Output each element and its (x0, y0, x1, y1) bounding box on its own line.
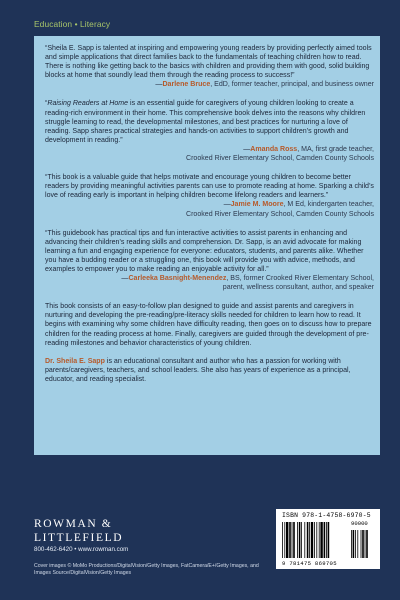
barcode-addon-bar (361, 530, 362, 558)
barcode-bar (328, 522, 330, 558)
endorser-name: Darlene Bruce (162, 81, 211, 89)
barcode-bar (284, 522, 285, 558)
endorsement-text: “Sheila E. Sapp is talented at inspiring and empowering young readers by providing perfectly aimed tools and simple applications that direct families back to the fundamentals of teaching children how to read. There is nothing like getting back to the basics with children and providing them with good, solid building blocks at home that soundly lead them through the reading process to success!” (45, 45, 372, 80)
author-bio (45, 357, 374, 384)
author-name: Dr. Sheila E. Sapp (45, 357, 105, 365)
barcode-addon-bar (353, 530, 355, 558)
endorser-details: , EdD, former teacher, principal, and business owner (210, 81, 374, 89)
barcode-bar (299, 522, 301, 558)
endorser-school: Crooked River Elementary School, Camden County Schools (185, 210, 374, 218)
endorser-name: Carleeka Basnight-Menendez (128, 275, 227, 283)
barcode-bar (292, 522, 293, 558)
barcode-bar (324, 522, 326, 558)
category-label: Education • Literacy (34, 19, 111, 29)
publisher-line-1: ROWMAN & (34, 518, 113, 530)
endorser-name: Jamie M. Moore (230, 201, 284, 209)
barcode-bar (304, 522, 305, 558)
book-title: Raising Readers at Home (47, 100, 129, 108)
barcode-bar (297, 522, 298, 558)
endorsement-attribution: —Jamie M. Moore, M Ed, kindergarten teacher, Crooked River Elementary School, Camden County Schools (185, 201, 374, 218)
barcode-addon-bar (355, 530, 356, 558)
barcode-bar (286, 522, 288, 558)
endorsement-2 (45, 99, 374, 163)
endorsement-text-body: is an essential guide for caregivers of young children looking to create a reading-rich environment in their home. This comprehensive book delves into the reasons why children struggle learning to read, the developmental milestones, and best practices for nurturing a love of reading. Sapp shares practical strategies and hands-on activities to support children’s growth and development in reading.” (45, 100, 366, 144)
author-bio-text: is an educational consultant and author who has a passion for working with parents/caregivers, teachers, and school leaders. She also has years of experience as a principal, educator, and reading specialist. (45, 357, 351, 383)
barcode-bar (309, 522, 310, 558)
publisher-line-2: LITTLEFIELD (34, 532, 124, 544)
endorsement-attribution: —Amanda Ross, MA, first grade teacher, Crooked River Elementary School, Camden County Schools (185, 145, 374, 163)
publisher-logo (34, 517, 123, 545)
endorser-name: Amanda Ross (250, 145, 298, 153)
barcode-bar (282, 522, 283, 558)
barcode-bar (326, 522, 327, 558)
barcode-bar (301, 522, 302, 558)
barcode-bar (314, 522, 315, 558)
barcode-addon-bar (351, 530, 352, 558)
panel-content (45, 44, 374, 393)
endorsement-attribution: —Darlene Bruce, EdD, former teacher, principal, and business owner (155, 81, 374, 89)
barcode-addon-bar (365, 530, 366, 558)
endorsement-1 (45, 44, 374, 89)
cover-image-credits: Cover images © MoMo Productions/DigitalVision/Getty Images, FatCamera/E+/Getty Images, and Images Source/DigitalVision/Getty Images (34, 563, 259, 577)
endorsement-3 (45, 173, 374, 218)
barcode-addon-bar (357, 530, 358, 558)
barcode-bar (307, 522, 309, 558)
endorsement-attribution: —Carleeka Basnight-Menendez, BS, former Crooked River Elementary School, parent, wellness consultant, author, and speaker (121, 275, 374, 292)
barcode-digits: 9 781475 869705 (282, 560, 337, 567)
publisher-contact: 800-462-6420 • www.rowman.com (34, 546, 129, 553)
endorsement-text: “This book is a valuable guide that helps motivate and encourage young children to become better readers by providing meaningful activities parents can use to promote reading at home. Sparking a child’s love of reading early is important in helping children become lifelong readers and learners.” (45, 174, 374, 200)
barcode-bar (316, 522, 317, 558)
endorsement-text: “This guidebook has practical tips and fun interactive activities to assist parents in enhancing and advancing their children’s reading skills and comprehension. Dr. Sapp, is an avid advocate for making learning a fun and engaging experience for everyone: educators, students, and parents alike. Whether you have a budding reader or a struggling one, this book will provide you with advice, methods, and examples to empower you to make reading an enjoyable activity for all.” (45, 229, 364, 273)
isbn-text: ISBN 978-1-4758-6970-5 (282, 512, 371, 519)
book-description: This book consists of an easy-to-follow plan designed to guide and assist parents and caregivers in nurturing and developing the pre-reading/pre-literacy skills needed for children to learn how to read. It begins with examining why some children have difficulty reading, then goes on to discuss how to prepare children for the reading process at home. Finally, caregivers are guided through the development of pre-reading milestones and behavior characteristics of young children. (45, 303, 372, 347)
barcode-bars (282, 522, 374, 560)
endorsement-text: “Raising Readers at Home is an essential guide for caregivers of young children looking to create a reading-rich environment in their home. This comprehensive book delves into the reasons why children struggle learning to read, the developmental milestones, and best practices for nurturing a love of reading. Sapp shares practical strategies and hands-on activities to support children’s growth and development in reading.” (45, 100, 366, 144)
endorsement-4 (45, 229, 374, 293)
barcode-addon-bar (366, 530, 368, 558)
endorser-details: , M Ed, kindergarten teacher, (283, 201, 374, 209)
barcode-bar (319, 522, 320, 558)
barcode-addon-bar (362, 530, 364, 558)
endorser-details: , MA, first grade teacher, (297, 145, 374, 153)
endorser-details: , BS, former Crooked River Elementary School, (226, 275, 374, 283)
endorser-school: Crooked River Elementary School, Camden County Schools (185, 155, 374, 163)
isbn-barcode (276, 509, 380, 569)
endorser-role: parent, wellness consultant, author, and speaker (222, 284, 374, 292)
back-cover-panel (34, 36, 380, 455)
barcode-bar (320, 522, 322, 558)
barcode-bar (311, 522, 313, 558)
barcode-addon-digits: 90000 (351, 520, 368, 527)
barcode-bar (289, 522, 291, 558)
barcode-bar (293, 522, 295, 558)
